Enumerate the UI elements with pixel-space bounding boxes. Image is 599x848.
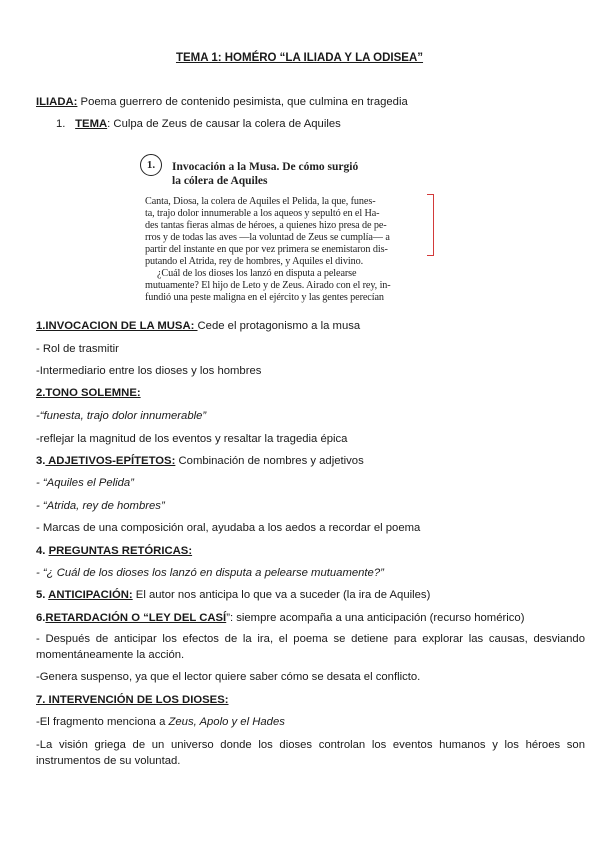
section-2-item: -“funesta, trajo dolor innumerable”: [36, 410, 207, 422]
section-4-label: PREGUNTAS RETÓRICAS:: [48, 545, 193, 557]
section-3-item: - “Atrida, rey de hombres”: [36, 500, 165, 512]
excerpt-line: ¿Cuál de los dioses los lanzó en disputa a pelearse: [157, 268, 357, 279]
excerpt-line: Canta, Diosa, la colera de Aquiles el Pelida, la que, funes-: [145, 196, 376, 207]
section-6-number: 6.: [36, 612, 46, 624]
excerpt-line: ta, trajo dolor innumerable a los aqueos y sepultó en el Ha-: [145, 208, 380, 219]
section-1-text: Cede el protagonismo a la musa: [197, 320, 361, 332]
tema-label: TEMA: [75, 118, 108, 130]
section-6-item: -Genera suspenso, ya que el lector quiere saber cómo se desata el conflicto.: [36, 671, 421, 683]
section-7-label: 7. INTERVENCIÓN DE LOS DIOSES:: [36, 694, 229, 706]
section-3-heading: [36, 454, 585, 468]
section-4-item: - “¿ Cuál de los dioses los lanzó en disputa a pelearse mutuamente?”: [36, 567, 384, 579]
excerpt-heading-line: la cólera de Aquiles: [172, 175, 268, 187]
excerpt-heading: [172, 160, 358, 188]
excerpt-line: putando el Atrida, rey de hombres, y Aquiles el divino.: [145, 256, 364, 267]
excerpt-number: 1.: [140, 154, 162, 176]
section-5-number: 5.: [36, 589, 49, 601]
section-1-label: 1.INVOCACION DE LA MUSA:: [36, 320, 198, 332]
section-3-item: - “Aquiles el Pelida”: [36, 477, 134, 489]
section-1-item: -Intermediario entre los dioses y los hombres: [36, 365, 262, 377]
excerpt-line: mutuamente? El hijo de Leto y de Zeus. Airado con el rey, in-: [145, 280, 391, 291]
iliada-text: Poema guerrero de contenido pesimista, que culmina en tragedia: [77, 96, 408, 108]
section-2-item: -reflejar la magnitud de los eventos y resaltar la tragedia épica: [36, 433, 348, 445]
excerpt-line: partir del instante en que por vez primera se enemistaron dis-: [145, 244, 388, 255]
section-7-item: -La visión griega de un universo donde los dioses controlan los eventos humanos y los héroes son instrumentos de su voluntad.: [36, 739, 585, 767]
tema-line: [56, 117, 585, 131]
section-5-label: ANTICIPACIÓN:: [48, 589, 133, 601]
section-5-heading: [36, 588, 585, 602]
section-6-text: ”: siempre acompaña a una anticipación (recurso homérico): [226, 612, 525, 624]
section-3-label: ADJETIVOS-EPÍTETOS:: [45, 455, 176, 467]
section-7-item-text: -El fragmento menciona a: [36, 716, 169, 728]
scanned-excerpt: [140, 148, 437, 303]
section-6-label: RETARDACIÓN O “LEY DEL CASÍ: [45, 612, 227, 624]
section-7-heading: [36, 693, 585, 707]
excerpt-body: [145, 196, 427, 304]
section-6-item: - Después de anticipar los efectos de la ira, el poema se detiene para explorar las causas, desviando momentáneamente la acción.: [36, 633, 585, 661]
section-3-item: - Marcas de una composición oral, ayudaba a los aedos a recordar el poema: [36, 522, 421, 534]
section-1-item: - Rol de trasmitir: [36, 343, 119, 355]
excerpt-heading-line: Invocación a la Musa. De cómo surgió: [172, 161, 359, 173]
red-bracket-mark: [427, 194, 434, 256]
section-2-label: 2.TONO SOLEMNE:: [36, 387, 141, 399]
section-3-text: Combinación de nombres y adjetivos: [175, 455, 364, 467]
excerpt-line: des tantas fieras almas de héroes, a quienes hizo presa de pe-: [145, 220, 387, 231]
page-title: TEMA 1: HOMÉRO “LA ILIADA Y LA ODISEA”: [175, 52, 424, 64]
excerpt-line: fundió una peste maligna en el ejército y las gentes perecían: [145, 292, 384, 303]
section-1-heading: [36, 319, 585, 333]
iliada-line: [36, 95, 585, 109]
section-3-number: 3.: [36, 455, 46, 467]
iliada-label: ILIADA:: [36, 96, 78, 108]
tema-text: : Culpa de Zeus de causar la colera de Aquiles: [107, 118, 341, 130]
section-2-heading: [36, 386, 585, 400]
section-4-number: 4.: [36, 545, 49, 557]
section-7-item-gods: Zeus, Apolo y el Hades: [168, 716, 285, 728]
tema-number: 1.: [56, 118, 66, 130]
excerpt-line: rros y de todas las aves —la voluntad de Zeus se cumplía— a: [145, 232, 390, 243]
section-6-heading: [36, 611, 585, 625]
section-5-text: El autor nos anticipa lo que va a suceder (la ira de Aquiles): [132, 589, 431, 601]
section-7-item: [36, 715, 585, 729]
section-4-heading: [36, 544, 585, 558]
